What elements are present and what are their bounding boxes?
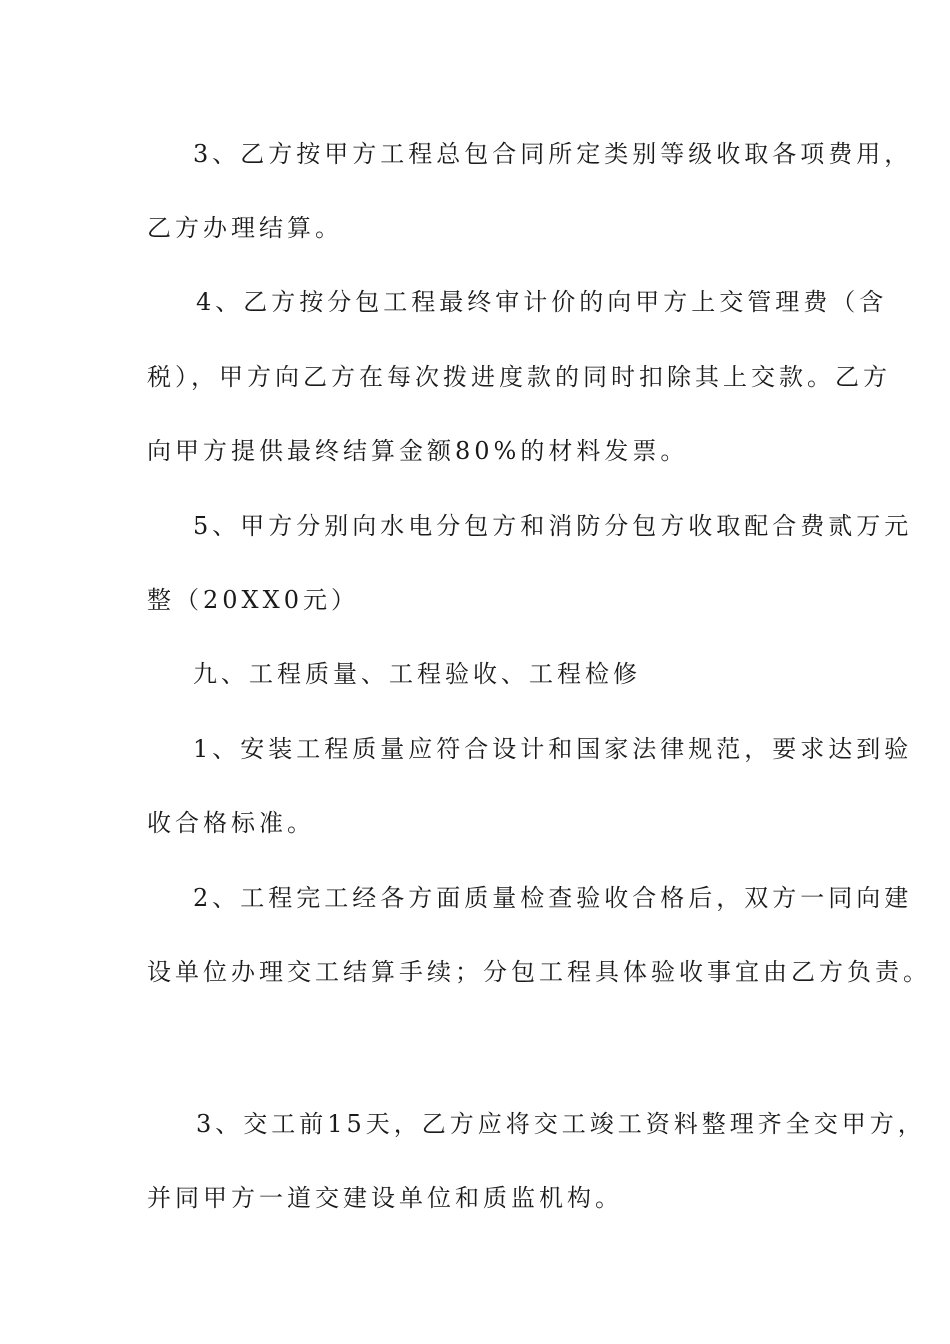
clause-4-line-1: 4、乙方按分包工程最终审计价的向甲方上交管理费（含 <box>196 288 888 316</box>
clause-4-line-2: 税），甲方向乙方在每次拨进度款的同时扣除其上交款。乙方 <box>147 363 891 391</box>
section-heading: 九、工程质量、工程验收、工程检修 <box>193 660 641 688</box>
item-2-line-2: 设单位办理交工结算手续；分包工程具体验收事宜由乙方负责。 <box>147 958 931 986</box>
item-2-line-1: 2、工程完工经各方面质量检查验收合格后，双方一同向建 <box>193 884 913 912</box>
clause-4-line-3: 向甲方提供最终结算金额80%的材料发票。 <box>147 437 689 465</box>
item-3-line-1: 3、交工前15天，乙方应将交工竣工资料整理齐全交甲方， <box>196 1110 926 1138</box>
clause-5-line-2: 整（20XX0元） <box>147 586 359 614</box>
clause-3-line-2: 乙方办理结算。 <box>147 214 343 242</box>
clause-5-line-1: 5、甲方分别向水电分包方和消防分包方收取配合费贰万元 <box>193 512 913 540</box>
item-1-line-2: 收合格标准。 <box>147 809 315 837</box>
item-3-line-2: 并同甲方一道交建设单位和质监机构。 <box>147 1184 623 1212</box>
clause-3-line-1: 3、乙方按甲方工程总包合同所定类别等级收取各项费用， <box>193 140 913 168</box>
item-1-line-1: 1、安装工程质量应符合设计和国家法律规范，要求达到验 <box>193 735 913 763</box>
